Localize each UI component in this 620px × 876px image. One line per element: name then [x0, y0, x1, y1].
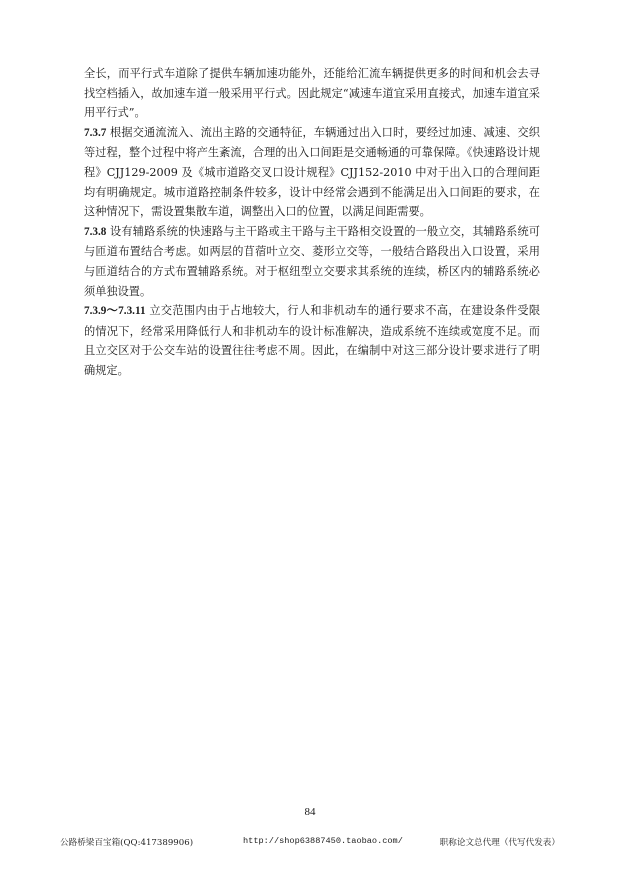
footer-url: http://shop63887450.taobao.com/ [243, 836, 403, 846]
paragraph-text: 根据交通流流入、流出主路的交通特征，车辆通过出入口时，要经过加速、减速、交织等过程，整个过程中将产生紊流，合理的出入口间距是交通畅通的可靠保障。《快速路设计规程》CJJ129-2009 及《城市道路交叉口设计规程》CJJ152-2010 中对于出入口的合理间距均有明确规定。城市道路控制条件较多，设计中经常会遇到不能满足出入口间距的要求，在这种情况下，需设置集散车道，调整出入口的位置，以满足间距需要。 [84, 125, 540, 219]
document-body [84, 64, 540, 381]
paragraph-continuation [84, 64, 540, 123]
footer-right-text: 职称论文总代理（代写代发表） [439, 838, 560, 848]
clause-number: 7.3.8 [84, 225, 107, 238]
clause-7-3-7 [84, 123, 540, 222]
clause-7-3-8 [84, 222, 540, 301]
footer-left-text: 公路桥梁百宝箱(QQ:417389906) [60, 838, 194, 848]
page-number: 84 [304, 806, 316, 818]
clause-number: 7.3.9～7.3.11 [84, 305, 146, 318]
clause-7-3-9-to-7-3-11 [84, 301, 540, 380]
paragraph-text: 立交范围内由于占地较大，行人和非机动车的通行要求不高，在建设条件受限的情况下，经常采用降低行人和非机动车的设计标准解决，造成系统不连续或宽度不足。而且立交区对于公交车站的设置往往考虑不周。因此，在编制中对这三部分设计要求进行了明确规定。 [84, 304, 541, 377]
clause-number: 7.3.7 [84, 126, 107, 139]
paragraph-text: 全长，而平行式车道除了提供车辆加速功能外，还能给汇流车辆提供更多的时间和机会去寻找空档插入，故加速车道一般采用平行式。因此规定“减速车道宜采用直接式，加速车道宜采用平行式”。 [84, 67, 540, 120]
paragraph-text: 设有辅路系统的快速路与主干路或主干路与主干路相交设置的一般立交，其辅路系统可与匝道布置结合考虑。如两层的苜蓿叶立交、菱形立交等，一般结合路段出入口设置，采用与匝道结合的方式布置辅路系统。对于枢纽型立交要求其系统的连续，桥区内的辅路系统必须单独设置。 [84, 224, 540, 298]
